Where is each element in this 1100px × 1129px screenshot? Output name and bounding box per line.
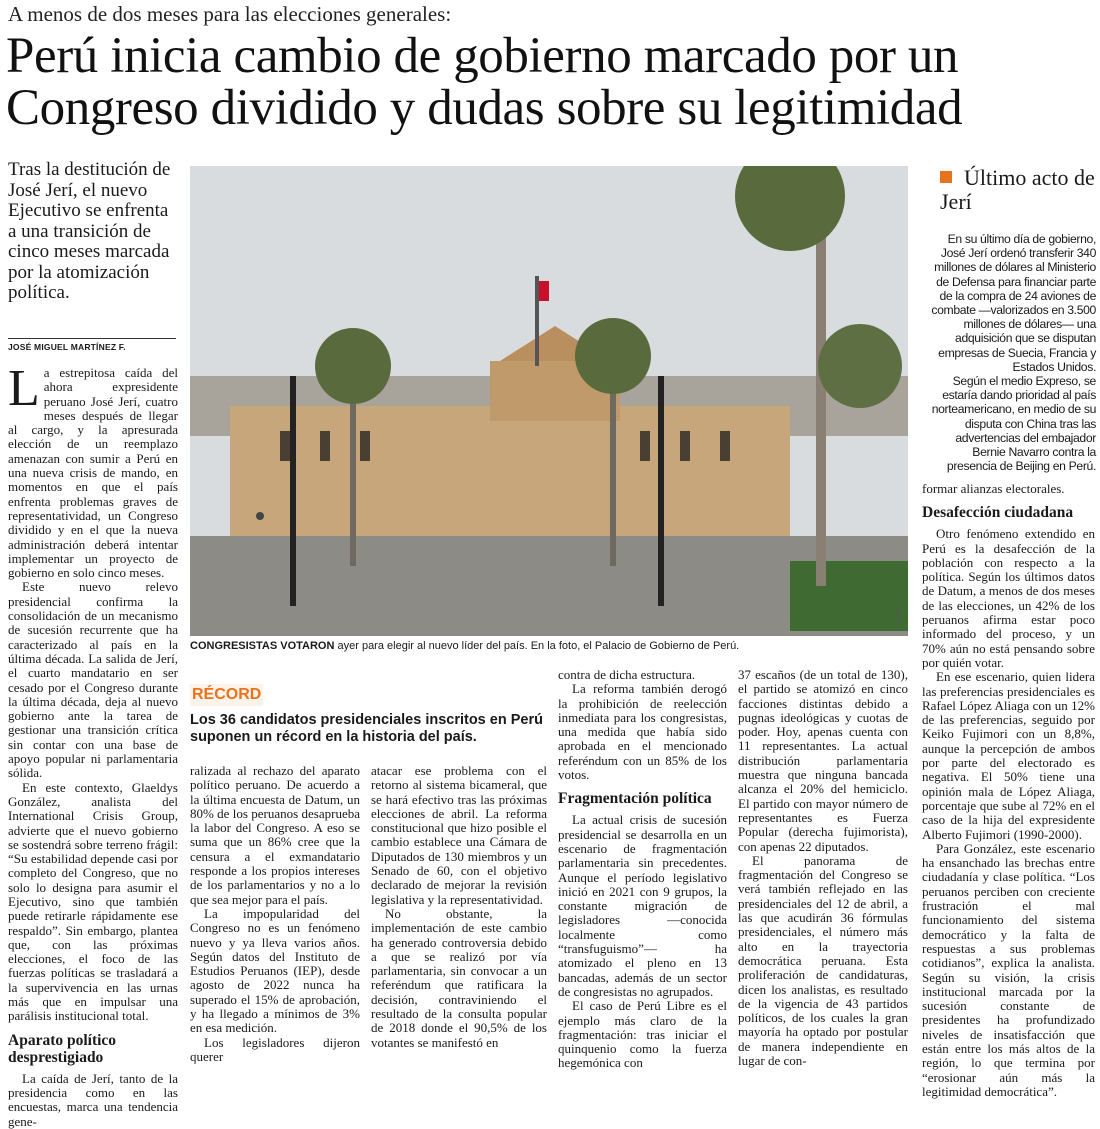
- subhead: Desafección ciudadana: [922, 504, 1074, 522]
- dek: Tras la destitución de José Jerí, el nuevo Ejecutivo se enfrenta a una transición de cinco meses marcada por la atomización política.: [8, 159, 171, 303]
- byline-rule: [8, 338, 176, 339]
- record-box: [190, 684, 550, 746]
- kicker: A menos de dos meses para las elecciones generales:: [8, 2, 452, 26]
- paragraph: La reforma también derogó la prohibición de reelección inmediata para los congresistas, una medida que había sido aprobada en el mencionado referéndum con un 85% de los votos.: [558, 681, 727, 783]
- paragraph: El panorama de fragmentación del Congreso se verá también reflejado en las presidenciales del 12 de abril, a las que acudirán 36 fórmulas presidenciales, el número más alto en la trayectoria democrática peruana. Esta proliferación de candidaturas, dicen los analistas, es resultado de la vigencia de 43 partidos políticos, de los cuales la gran mayoría ha optado por postular de manera independiente en lugar de con-: [738, 852, 908, 1069]
- record-label: RÉCORD: [190, 684, 263, 706]
- column-2: [190, 764, 360, 1064]
- paragraph: La caída de Jerí, tanto de la presidencia como en las encuestas, marca una tendencia gene-: [8, 1070, 178, 1129]
- paragraph: Para González, este escenario ha ensanchado las brechas entre ciudadanía y clase política. “Los peruanos perciben con creciente frustración el mal funcionamiento del sistema democrático y la falta de respuestas a sus problemas cotidianos”, explica la analista. Según su visión, la crisis institucional marcada por la sucesión constante de presidentes ha profundizado niveles de insatisfacción que están entre los más altos de la región, lo que termina por “erosionar aún más la legitimidad democrática”.: [922, 840, 1095, 1099]
- column-3: [371, 764, 547, 1050]
- paragraph: formar alianzas electorales.: [922, 481, 1065, 496]
- square-icon: [940, 171, 952, 183]
- byline: JOSÉ MIGUEL MARTÍNEZ F.: [8, 342, 126, 352]
- column-5: [738, 668, 908, 1068]
- sidebar-title: [940, 166, 1096, 214]
- headline: Perú inicia cambio de gobierno marcado por un Congreso dividido y dudas sobre su legitimidad: [6, 28, 963, 136]
- sidebar-body: [922, 232, 1096, 473]
- column-6: [922, 482, 1095, 1099]
- record-text: Los 36 candidatos presidenciales inscritos en Perú suponen un récord en la historia del país.: [190, 712, 543, 745]
- paragraph: En este contexto, Glaeldys González, analista del International Crisis Group, advierte que el nuevo gobierno se sostendrá sobre terreno frágil: “Su estabilidad depende casi por completo del Congreso, que no solo lo designa para asumir el Ejecutivo, sino que también puede retirarle rápidamente ese respaldo”. Sin embargo, plantea que, con las próximas elecciones, el foco de las fuerzas políticas se trasladará a la supervivencia en las urnas más que en impulsar una parálisis institucional total.: [8, 779, 178, 1024]
- photo-caption: [190, 640, 908, 652]
- sidebar-paragraph: Según el medio Expreso, se estaría dando prioridad al país norteamericano, en medio de su disputa con China tras las advertencias del embajador Bernie Navarro contra la presencia de Beijing en Perú.: [931, 374, 1096, 474]
- subhead: Aparato político desprestigiado: [8, 1031, 117, 1066]
- sidebar: [922, 166, 1096, 473]
- drop-cap: L: [8, 360, 40, 417]
- sidebar-title-text: Último acto de Jerí: [940, 165, 1095, 214]
- paragraph: 37 escaños (de un total de 130), el partido se atomizó en cinco facciones distintas debido a pugnas ideológicas y cuotas de poder. Hoy, apenas cuenta con 11 representantes. La actual distribución parlamentaria muestra que ninguna bancada alcanza el 20% del hemiciclo. El partido con mayor número de representantes es Fuerza Popular (derecha fujimorista), con apenas 22 diputados.: [738, 667, 908, 854]
- column-4: [558, 668, 727, 1071]
- palacio-de-gobierno-photo: [190, 166, 908, 636]
- paragraph: contra de dicha estructura.: [558, 667, 696, 682]
- paragraph: La actual crisis de sucesión presidencial se desarrolla en un escenario de fragmentación parlamentaria sin precedentes. Aunque el período legislativo inició en 2021 con 9 grupos, la constante migración de legisladores —conocida localmente como “transfuguismo”— ha atomizado el pleno en 13 bancadas, además de un sector de congresistas no agrupados.: [558, 812, 727, 999]
- sidebar-paragraph: En su último día de gobierno, José Jerí ordenó transferir 340 millones de dólares al Ministerio de Defensa para financiar parte de la compra de 24 aviones de combate —valorizados en 3.500 millones de dólares— una adquisición que se disputan empresas de Suecia, Francia y Estados Unidos.: [931, 232, 1096, 374]
- paragraph: No obstante, la implementación de este cambio ha generado controversia debido a que se realizó por vía parlamentaria, sin convocar a un referéndum que ratificara la decisión, contraviniendo el resultado de la consulta popular de 2018 donde el 90,5% de los votantes se manifestó en: [371, 905, 547, 1050]
- caption-text: ayer para elegir al nuevo líder del país. En la foto, el Palacio de Gobierno de Perú.: [334, 640, 740, 652]
- paragraph: Este nuevo relevo presidencial confirma la consolidación de un mecanismo de sucesión recurrente que ha caracterizado al país en la última década. La salida de Jerí, el cuarto mandatario en ser cesado por el Congreso durante la última década, deja al nuevo gobierno ante la tarea de gestionar una transición crítica sin contar con una base de apoyo popular ni parlamentaria sólida.: [8, 579, 178, 781]
- paragraph: El caso de Perú Libre es el ejemplo más claro de la fragmentación: tras iniciar el quinquenio como la fuerza hegemónica con: [558, 998, 727, 1071]
- paragraph: ralizada al rechazo del aparato político peruano. De acuerdo a la última encuesta de Datum, un 80% de los peruanos desaprueba la labor del Congreso. A eso se suma que un 86% cree que la censura a el exmandatario responde a los propios intereses de los parlamentarios y no a lo que sea mejor para el país.: [190, 763, 360, 907]
- paragraph: Los legisladores dijeron querer: [190, 1034, 360, 1064]
- paragraph: a estrepitosa caída del ahora expresidente peruano José Jerí, cuatro meses después de llegar al cargo, y la apresurada elección de un reemplazo amenazan con sumir a Perú en una nueva crisis de mando, en momentos en que el país enfrenta problemas graves de representatividad, un Congreso dividido y en el que la nueva administración deberá intentar implementar un proyecto de gobierno en solo cinco meses.: [8, 365, 178, 581]
- paragraph: Otro fenómeno extendido en Perú es la desafección de la población con respecto a la política. Según los últimos datos de Datum, a menos de dos meses de las elecciones, un 42% de los peruanos afirma estar poco informado del proceso, y un 70% aún no está pensando sobre por quién votar.: [922, 526, 1095, 670]
- column-1: [8, 360, 178, 1129]
- paragraph: atacar ese problema con el retorno al sistema bicameral, que se hará efectivo tras las próximas elecciones de abril. La reforma constitucional que hizo posible el cambio establece una Cámara de Diputados de 130 miembros y un Senado de 60, con el objetivo declarado de mejorar la revisión legislativa y la representatividad.: [371, 763, 547, 907]
- paragraph: La impopularidad del Congreso no es un fenómeno nuevo y ya lleva varios años. Según datos del Instituto de Estudios Peruanos (IEP), desde agosto de 2022 nunca ha superado el 15% de aprobación, y ha llegado a mínimos de 3% en esa medición.: [190, 905, 360, 1036]
- subhead: Fragmentación política: [558, 790, 712, 808]
- caption-lead: CONGRESISTAS VOTARON: [190, 640, 335, 652]
- photo-credit: EFE: [896, 606, 903, 620]
- paragraph: En ese escenario, quien lidera las preferencias presidenciales es Rafael López Aliaga con un 12% de las preferencias, seguido por Keiko Fujimori con un 8,8%, aunque la percepción de ambos por parte del electorado es negativa. El 50% tiene una opinión mala de López Aliaga, porcentaje que sube al 72% en el caso de la hija del expresidente Alberto Fujimori (1990-2000).: [922, 669, 1095, 842]
